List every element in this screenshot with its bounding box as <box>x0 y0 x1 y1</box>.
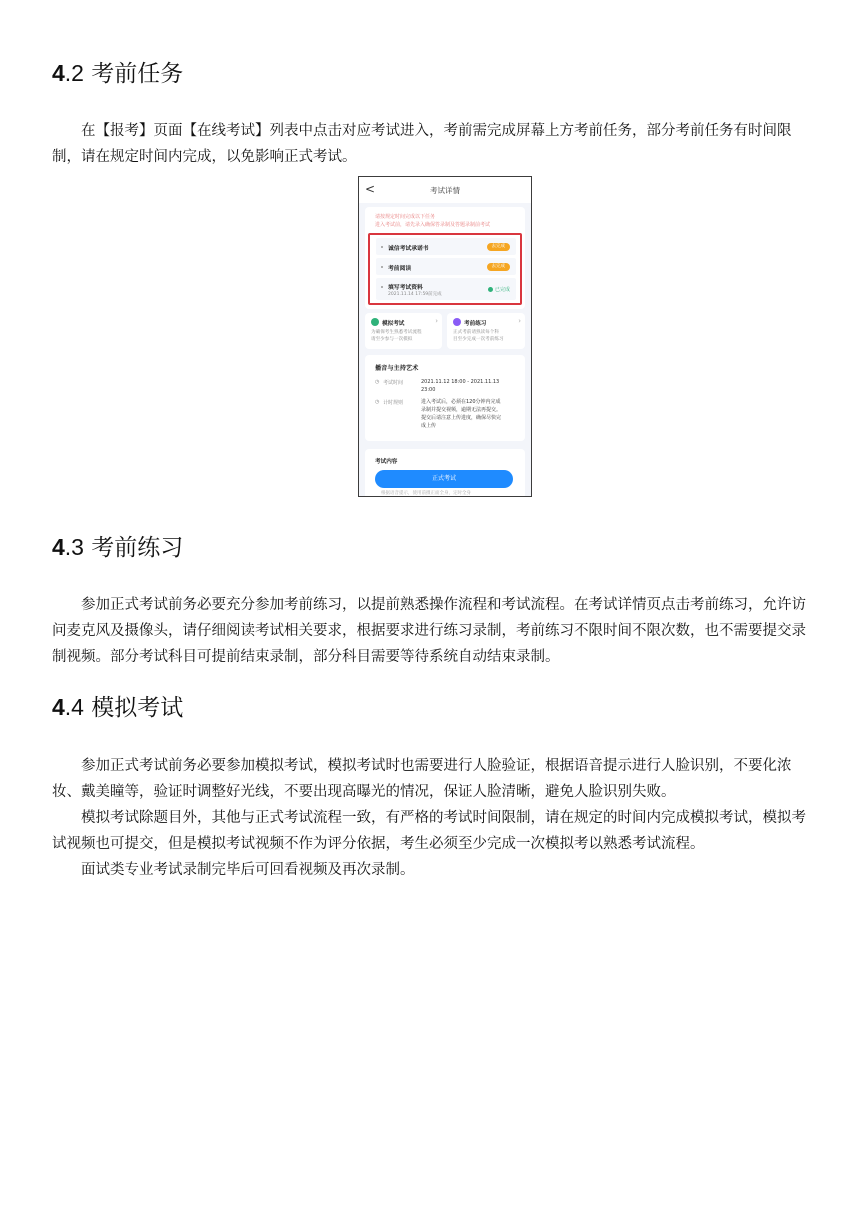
practice-card: 考前练习 › 正式考前请熟读每个科 目至少完成一次考前练习 <box>447 313 525 349</box>
paragraph-4-3: 参加正式考试前务必要充分参加考前练习，以提前熟悉操作流程和考试流程。在考试详情页点击考前练习，允许访问麦克风及摄像头，请仔细阅读考试相关要求，根据要求进行练习录制，考前练习不限时间不限次数，也不需要提交录制视频。部分考试科目可提前结束录制，部分科目需要等待系统自动结束录制。 <box>52 597 806 665</box>
paragraph-4-2: 在【报考】页面【在线考试】列表中点击对应考试进入，考前需完成屏幕上方考前任务，部分考前任务有时间限制，请在规定时间内完成，以免影响正式考试。 <box>52 123 792 165</box>
task-status-button: 去完成 <box>487 263 511 271</box>
chevron-left-icon: < <box>365 182 376 196</box>
mock-exam-icon <box>371 318 379 326</box>
paragraph-4-4-1: 参加正式考试前务必要参加模拟考试，模拟考试时也需要进行人脸验证，根据语音提示进行人脸识别，不要化浓妆、戴美瞳等，验证时调整好光线，不要出现高曝光的情况，保证人脸清晰，避免人脸识别失败。 <box>52 758 792 800</box>
heading-4-4: 4.4 模拟考试 <box>52 694 184 721</box>
heading-4-2: 4.2 考前任务 <box>52 60 184 87</box>
screenshot-topbar <box>359 177 531 203</box>
task-item-info: 填写考试资料 2021.11.14 17:59前完成 已完成 <box>376 278 516 300</box>
task-date: 2021.11.14 17:59前完成 <box>388 292 442 297</box>
paragraph-4-4-2: 模拟考试除题目外，其他与正式考试流程一致，有严格的考试时间限制，请在规定的时间内完成模拟考试，模拟考试视频也可提交，但是模拟考试视频不作为评分依据，考生必须至少完成一次模拟考以熟悉考试流程。 <box>52 810 806 852</box>
task-status-button: 去完成 <box>487 243 511 251</box>
task-item-reading: 考前阅读 去完成 <box>376 258 516 275</box>
subject-card: 播音与主持艺术 ◷ 考试时间 2021.11.12 18:00 - 2021.11.13 23:00 ◷ 计时规则 进入考试后，必须在120分钟内完成 录制并提交视频，逾期无法再提交。 提交后请注意上传进度，确保尽快完 成上传 <box>365 355 525 441</box>
heading-4-3: 4.3 考前练习 <box>52 534 184 561</box>
screenshot-title: 考试详情 <box>430 186 460 195</box>
content-title: 考试内容 <box>375 459 398 465</box>
chevron-right-icon: › <box>518 317 521 325</box>
paragraph-4-4-3: 面试类专业考试录制完毕后可回看视频及再次录制。 <box>81 862 415 878</box>
task-item-promise: 诚信考试承诺书 去完成 <box>376 238 516 255</box>
warning-line-1: 请按规定时间完成以下任务 <box>375 214 436 220</box>
task-done-status: 已完成 <box>488 286 510 293</box>
check-circle-icon <box>488 287 493 292</box>
warning-line-2: 进入考试前，请先录入确保答录制及答题录制前考试 <box>375 222 491 228</box>
exam-detail-screenshot <box>358 176 532 497</box>
chevron-right-icon: › <box>435 317 438 325</box>
mock-exam-card: 模拟考试 › 为确保考生熟悉考试流程 请至少参与一次模拟 <box>365 313 442 349</box>
timer-icon: ◷ <box>375 399 380 405</box>
footer-text: 根据语音提示，使用前摄正面全身，定时全身 <box>381 491 471 496</box>
clock-icon: ◷ <box>375 379 380 385</box>
practice-icon <box>453 318 461 326</box>
formal-exam-button[interactable]: 正式考试 <box>375 470 513 488</box>
highlight-box <box>368 233 522 305</box>
subject-title: 播音与主持艺术 <box>375 365 419 372</box>
